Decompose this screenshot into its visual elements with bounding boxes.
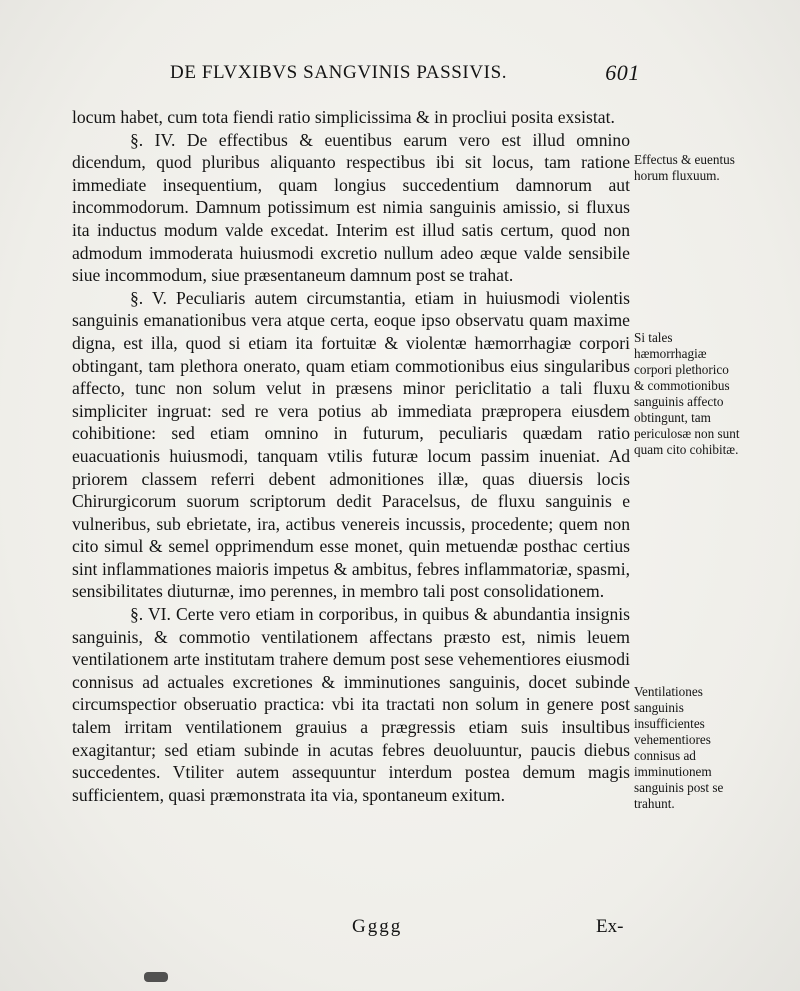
paragraph-section-iv: §. IV. De effectibus & euentibus earum vero est illud omnino dicendum, quod pluribus aliquanto respectibus ibi sit locus, tam ratione immediate insequentium, quam longius succedentium damnorum aut incommodorum. Damnum potissimum est nimia sanguinis amissio, si fluxus ita inductus modum valde excedat. Interim est illud satis certum, quod non admodum immoderata huiusmodi excretio nullum adeo æque valde sensibile siue incommodum, siue præsentaneum damnum post se trahat. <box>72 129 630 286</box>
paragraph-section-v: §. V. Peculiaris autem circumstantia, etiam in huiusmodi violentis sanguinis emanationibus vera atque certa, eoque ipso observatu quam maxime digna, est illa, quod si etiam ita fortuitæ & violentæ hæmorrhagiæ corpori obtingant, tam plethora onerato, quam etiam commotionibus eius singularibus affecto, tunc non solum velut in præsens minor periclitatio a tali fluxu simpliciter ingruat: sed re vera potius ab immediata præpropera eiusdem cohibitione: sed etiam omnino in futurum, peculiaris quædam ratio euacuationis huiusmodi, tanquam vtilis futuræ locum passim inueniat. Ad priorem classem referri debent admonitiones illæ, quas diuersis locis Chirurgicorum suorum scriptorum dedit Paracelsus, de fluxu sanguinis e vulneribus, sub ebrietate, ira, actibus venereis incussis, procedente; quem non cito simul & semel opprimendum esse monet, quin metuendæ posthac certius sint inflammationes maioris impetus & ambitus, febres inflammatoriæ, spasmi, sensibilitates diuturnæ, imo perennes, in membro tali post consolidationem. <box>72 287 630 602</box>
running-title: DE FLVXIBVS SANGVINIS PASSIVIS. <box>170 62 508 83</box>
paragraph-section-vi: §. VI. Certe vero etiam in corporibus, in quibus & abundantia insignis sanguinis, & commotio ventilationem affectans præsto est, nimis leuem ventilationem arte institutam trahere demum post sese vehementiores eiusmodi connisus ad actuales excretiones & imminutiones sanguinis, docet subinde circumspectior obseruatio practica: vbi ita tractati non solum in genere post talem irritam ventilationem grauius a prægressis etiam suis insultibus exagitantur; sed etiam subinde in acutas febres deuoluuntur, paucis diebus succedentes. Vtiliter autem assequuntur interdum postea demum magis sufficientem, quasi præmonstrata ita via, spontaneum exitum. <box>72 604 630 805</box>
marginal-note-effectus: Effectus & euentus horum fluxuum. <box>634 152 735 183</box>
paragraph-continuation: locum habet, cum tota fiendi ratio simplicissima & in procliui posita exsistat. <box>72 107 615 127</box>
marginal-note-si-tales: Si tales hæmorrhagiæ corpori plethorico & commotionibus sanguinis affecto obtingunt, tam periculosæ non sunt quam cito cohibitæ. <box>634 330 740 457</box>
ink-blot <box>144 972 168 982</box>
main-text-column <box>72 106 630 806</box>
marginal-note-ventilationes: Ventilationes sanguinis insufficientes vehementiores connisus ad imminutionem sanguinis post se trahunt. <box>634 684 724 811</box>
signature-mark: Gggg <box>352 916 403 937</box>
page-number: 601 <box>605 60 640 85</box>
catchword: Ex- <box>596 916 624 937</box>
